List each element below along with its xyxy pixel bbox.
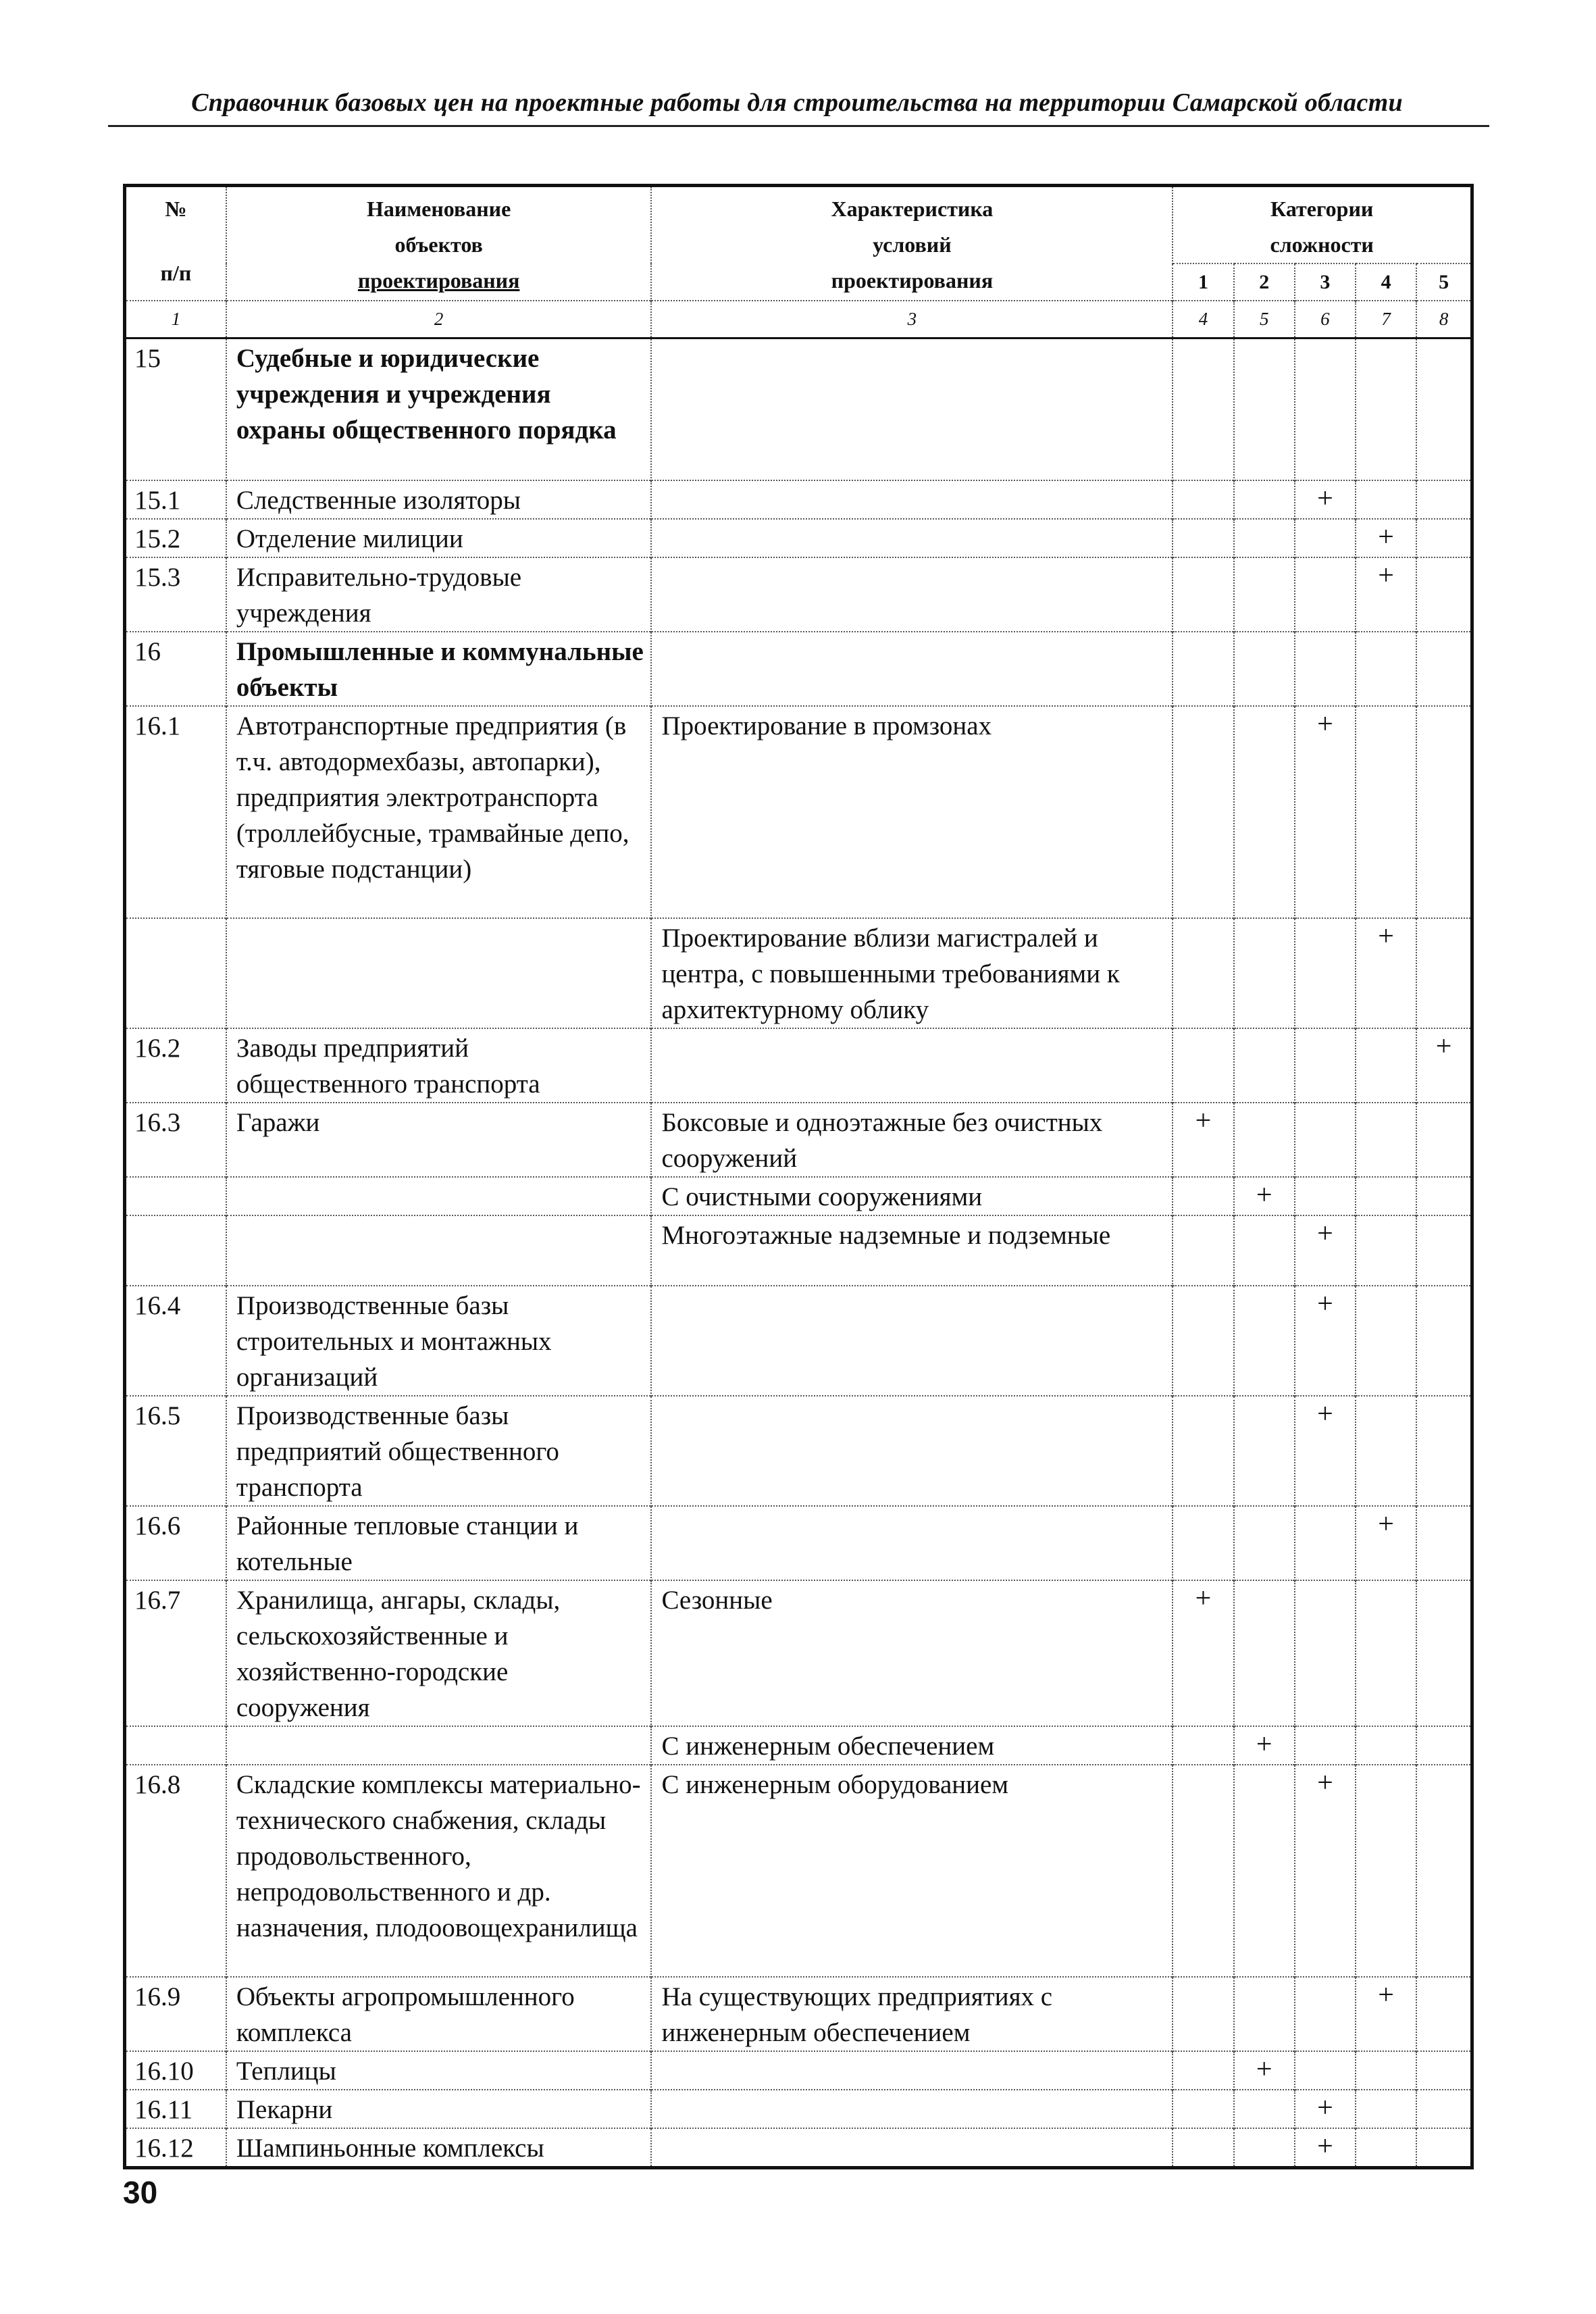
object-name: Исправительно-трудовые учреждения [226, 557, 652, 632]
category-mark: + [1378, 559, 1394, 591]
design-conditions: На существующих предприятиях с инженерным обеспечением [651, 1977, 1173, 2051]
design-conditions: Проектирование вблизи магистралей и центра, с повышенными требованиями к архитектурному облику [651, 918, 1173, 1028]
category-2-cell [1234, 632, 1295, 706]
category-5-cell [1416, 1103, 1472, 1177]
category-4-cell [1356, 706, 1416, 918]
design-conditions: С инженерным обеспечением [651, 1726, 1173, 1765]
category-3-cell [1295, 480, 1356, 519]
table-row [125, 1726, 1472, 1765]
category-2-cell [1234, 1977, 1295, 2051]
row-number [125, 1177, 226, 1215]
row-number: 15.1 [125, 480, 226, 519]
design-conditions: Боксовые и одноэтажные без очистных сооружений [651, 1103, 1173, 1177]
col-number: 7 [1356, 301, 1416, 338]
col-header-name-line3: проектирования [357, 268, 520, 293]
category-3-cell [1295, 1396, 1356, 1506]
category-1-cell [1173, 1396, 1233, 1506]
row-number: 16 [125, 632, 226, 706]
category-4-cell [1356, 1177, 1416, 1215]
category-1-cell [1173, 1103, 1233, 1177]
category-1-cell [1173, 1286, 1233, 1396]
row-number: 16.12 [125, 2128, 226, 2168]
category-mark: + [1317, 708, 1333, 740]
object-name: Складские комплексы материально-технического снабжения, склады продовольственного, непродовольственного и др. назначения, плодоовощехранилища [226, 1765, 652, 1977]
category-1-cell [1173, 1765, 1233, 1977]
category-2-cell [1234, 1215, 1295, 1286]
row-number [125, 1726, 226, 1765]
category-4-cell [1356, 519, 1416, 557]
category-mark: + [1435, 1030, 1452, 1062]
category-mark: + [1317, 1398, 1333, 1430]
table-row [125, 1215, 1472, 1286]
category-2-cell [1234, 1177, 1295, 1215]
category-5-cell [1416, 1580, 1472, 1726]
category-1-cell [1173, 1215, 1233, 1286]
category-4-cell [1356, 480, 1416, 519]
category-4-cell [1356, 1103, 1416, 1177]
table-row [125, 2090, 1472, 2128]
object-name: Районные тепловые станции и котельные [226, 1506, 652, 1580]
object-name: Хранилища, ангары, склады, сельскохозяйственные и хозяйственно-городские сооружения [226, 1580, 652, 1726]
category-2-cell [1234, 2051, 1295, 2090]
category-mark: + [1317, 1288, 1333, 1319]
category-1-cell [1173, 1506, 1233, 1580]
category-2-cell [1234, 480, 1295, 519]
col-header-cond-line3: проектирования [831, 268, 994, 293]
category-3-cell [1295, 1765, 1356, 1977]
category-5-cell [1416, 1286, 1472, 1396]
table-row [125, 2051, 1472, 2090]
page-header-title: Справочник базовых цен на проектные работы для строительства на территории Самарской области [191, 89, 1403, 117]
category-1-cell [1173, 2090, 1233, 2128]
category-3-cell [1295, 338, 1356, 480]
category-2-cell [1234, 338, 1295, 480]
row-number: 15.2 [125, 519, 226, 557]
category-4-cell [1356, 1977, 1416, 2051]
category-mark: + [1317, 1217, 1333, 1249]
col-header-name-line1: Наименование [366, 197, 511, 221]
category-1-cell [1173, 338, 1233, 480]
row-number: 16.2 [125, 1028, 226, 1103]
row-number: 16.9 [125, 1977, 226, 2051]
col-header-no-line2: п/п [160, 261, 192, 285]
category-4-cell [1356, 2128, 1416, 2168]
row-number: 16.11 [125, 2090, 226, 2128]
category-mark: + [1256, 1179, 1272, 1211]
category-4-cell [1356, 1028, 1416, 1103]
category-5-cell [1416, 1396, 1472, 1506]
table-row [125, 2128, 1472, 2168]
header-rule [108, 125, 1489, 127]
category-5-cell [1416, 1726, 1472, 1765]
category-2-cell [1234, 557, 1295, 632]
col-header-cond-line1: Характеристика [831, 197, 994, 221]
category-4-cell [1356, 1506, 1416, 1580]
category-2-cell [1234, 1726, 1295, 1765]
category-4-cell [1356, 1580, 1416, 1726]
category-2-cell [1234, 1286, 1295, 1396]
table-row [125, 1028, 1472, 1103]
category-mark: + [1378, 1508, 1394, 1540]
col-number: 8 [1416, 301, 1472, 338]
category-3-cell [1295, 2051, 1356, 2090]
design-conditions: Многоэтажные надземные и подземные [651, 1215, 1173, 1286]
row-number [125, 918, 226, 1028]
object-name: Судебные и юридические учреждения и учреждения охраны общественного порядка [226, 338, 652, 480]
category-1-cell [1173, 480, 1233, 519]
col-header-conditions [651, 186, 1173, 301]
table-header-row [125, 186, 1472, 264]
col-header-no-line1: № [165, 197, 187, 221]
category-4-cell [1356, 2090, 1416, 2128]
column-numbers-row [125, 301, 1472, 338]
category-5-cell [1416, 1028, 1472, 1103]
design-conditions [651, 2090, 1173, 2128]
category-4-cell [1356, 918, 1416, 1028]
category-1-cell [1173, 1028, 1233, 1103]
category-mark: + [1378, 1979, 1394, 2011]
design-conditions [651, 2128, 1173, 2168]
category-5-cell [1416, 1177, 1472, 1215]
object-name: Пекарни [226, 2090, 652, 2128]
category-1-cell [1173, 1977, 1233, 2051]
table-row [125, 480, 1472, 519]
category-2-cell [1234, 918, 1295, 1028]
col-number: 3 [651, 301, 1173, 338]
cat-label: 5 [1416, 263, 1472, 301]
design-conditions: Сезонные [651, 1580, 1173, 1726]
col-header-cond-line2: условий [873, 232, 952, 257]
row-number [125, 1215, 226, 1286]
category-2-cell [1234, 2128, 1295, 2168]
category-mark: + [1256, 2053, 1272, 2085]
table-row [125, 519, 1472, 557]
category-1-cell [1173, 519, 1233, 557]
col-header-cat-line1: Категории [1270, 197, 1374, 221]
category-3-cell [1295, 706, 1356, 918]
design-conditions [651, 1286, 1173, 1396]
category-5-cell [1416, 1765, 1472, 1977]
design-conditions: Проектирование в промзонах [651, 706, 1173, 918]
col-header-name-line2: объектов [394, 232, 483, 257]
object-name [226, 1215, 652, 1286]
object-name [226, 918, 652, 1028]
col-number: 6 [1295, 301, 1356, 338]
category-3-cell [1295, 1215, 1356, 1286]
category-3-cell [1295, 2128, 1356, 2168]
category-4-cell [1356, 1215, 1416, 1286]
category-4-cell [1356, 1286, 1416, 1396]
cat-label: 2 [1234, 263, 1295, 301]
row-number: 16.4 [125, 1286, 226, 1396]
category-3-cell [1295, 1580, 1356, 1726]
col-header-categories [1173, 186, 1472, 264]
category-4-cell [1356, 1396, 1416, 1506]
col-number: 1 [125, 301, 226, 338]
table-row [125, 1177, 1472, 1215]
row-number: 16.5 [125, 1396, 226, 1506]
category-2-cell [1234, 1028, 1295, 1103]
category-3-cell [1295, 2090, 1356, 2128]
category-3-cell [1295, 1977, 1356, 2051]
category-5-cell [1416, 1215, 1472, 1286]
category-2-cell [1234, 706, 1295, 918]
category-1-cell [1173, 706, 1233, 918]
table-row [125, 918, 1472, 1028]
table-row [125, 1286, 1472, 1396]
category-3-cell [1295, 1506, 1356, 1580]
object-name: Отделение милиции [226, 519, 652, 557]
category-mark: + [1317, 2092, 1333, 2123]
category-3-cell [1295, 632, 1356, 706]
table-row [125, 1765, 1472, 1977]
price-table [123, 184, 1474, 2169]
table-row [125, 338, 1472, 480]
category-mark: + [1317, 2130, 1333, 2162]
design-conditions [651, 1028, 1173, 1103]
category-5-cell [1416, 338, 1472, 480]
category-3-cell [1295, 557, 1356, 632]
table-row [125, 632, 1472, 706]
design-conditions [651, 2051, 1173, 2090]
row-number: 16.3 [125, 1103, 226, 1177]
category-5-cell [1416, 557, 1472, 632]
category-3-cell [1295, 1103, 1356, 1177]
object-name [226, 1177, 652, 1215]
cat-label: 3 [1295, 263, 1356, 301]
category-2-cell [1234, 1396, 1295, 1506]
col-header-no [125, 186, 226, 301]
design-conditions [651, 1396, 1173, 1506]
category-1-cell [1173, 2128, 1233, 2168]
category-4-cell [1356, 1765, 1416, 1977]
design-conditions [651, 480, 1173, 519]
category-5-cell [1416, 706, 1472, 918]
object-name: Объекты агропромышленного комплекса [226, 1977, 652, 2051]
category-1-cell [1173, 1580, 1233, 1726]
design-conditions [651, 1506, 1173, 1580]
category-1-cell [1173, 918, 1233, 1028]
object-name: Заводы предприятий общественного транспорта [226, 1028, 652, 1103]
category-2-cell [1234, 1765, 1295, 1977]
table-row [125, 557, 1472, 632]
category-5-cell [1416, 2051, 1472, 2090]
object-name: Автотранспортные предприятия (в т.ч. автодормехбазы, автопарки), предприятия электротранспорта (троллейбусные, трамвайные депо, тяговые подстанции) [226, 706, 652, 918]
object-name: Шампиньонные комплексы [226, 2128, 652, 2168]
category-3-cell [1295, 1028, 1356, 1103]
design-conditions [651, 338, 1173, 480]
category-3-cell [1295, 1177, 1356, 1215]
category-4-cell [1356, 2051, 1416, 2090]
col-header-cat-line2: сложности [1270, 232, 1374, 257]
category-2-cell [1234, 519, 1295, 557]
table-row [125, 1580, 1472, 1726]
category-mark: + [1195, 1582, 1212, 1614]
category-5-cell [1416, 480, 1472, 519]
col-number: 2 [226, 301, 652, 338]
object-name: Промышленные и коммунальные объекты [226, 632, 652, 706]
category-5-cell [1416, 2090, 1472, 2128]
category-4-cell [1356, 1726, 1416, 1765]
category-2-cell [1234, 1103, 1295, 1177]
row-number: 16.1 [125, 706, 226, 918]
col-number: 4 [1173, 301, 1233, 338]
category-2-cell [1234, 1580, 1295, 1726]
category-5-cell [1416, 918, 1472, 1028]
category-4-cell [1356, 338, 1416, 480]
table-row [125, 1396, 1472, 1506]
category-mark: + [1317, 1767, 1333, 1799]
category-5-cell [1416, 632, 1472, 706]
object-name: Гаражи [226, 1103, 652, 1177]
category-2-cell [1234, 2090, 1295, 2128]
object-name: Теплицы [226, 2051, 652, 2090]
design-conditions: С инженерным оборудованием [651, 1765, 1173, 1977]
table-row [125, 1506, 1472, 1580]
category-1-cell [1173, 557, 1233, 632]
category-4-cell [1356, 557, 1416, 632]
category-2-cell [1234, 1506, 1295, 1580]
row-number: 16.7 [125, 1580, 226, 1726]
category-3-cell [1295, 1726, 1356, 1765]
table-row [125, 1977, 1472, 2051]
category-3-cell [1295, 1286, 1356, 1396]
category-mark: + [1256, 1728, 1272, 1760]
category-1-cell [1173, 1177, 1233, 1215]
col-header-name [226, 186, 652, 301]
category-4-cell [1356, 632, 1416, 706]
row-number: 15.3 [125, 557, 226, 632]
category-mark: + [1378, 521, 1394, 553]
object-name: Следственные изоляторы [226, 480, 652, 519]
category-1-cell [1173, 1726, 1233, 1765]
col-number: 5 [1234, 301, 1295, 338]
category-5-cell [1416, 1977, 1472, 2051]
category-3-cell [1295, 519, 1356, 557]
design-conditions [651, 557, 1173, 632]
category-5-cell [1416, 519, 1472, 557]
category-mark: + [1195, 1105, 1212, 1136]
category-1-cell [1173, 632, 1233, 706]
category-5-cell [1416, 2128, 1472, 2168]
row-number: 16.10 [125, 2051, 226, 2090]
row-number: 15 [125, 338, 226, 480]
object-name [226, 1726, 652, 1765]
row-number: 16.8 [125, 1765, 226, 1977]
object-name: Производственные базы предприятий общественного транспорта [226, 1396, 652, 1506]
category-1-cell [1173, 2051, 1233, 2090]
design-conditions [651, 632, 1173, 706]
row-number: 16.6 [125, 1506, 226, 1580]
design-conditions [651, 519, 1173, 557]
category-5-cell [1416, 1506, 1472, 1580]
object-name: Производственные базы строительных и монтажных организаций [226, 1286, 652, 1396]
category-mark: + [1317, 482, 1333, 514]
page-number: 30 [123, 2175, 158, 2210]
cat-label: 1 [1173, 263, 1233, 301]
cat-label: 4 [1356, 263, 1416, 301]
design-conditions: С очистными сооружениями [651, 1177, 1173, 1215]
category-3-cell [1295, 918, 1356, 1028]
category-mark: + [1378, 920, 1394, 952]
table-row [125, 706, 1472, 918]
table-row [125, 1103, 1472, 1177]
